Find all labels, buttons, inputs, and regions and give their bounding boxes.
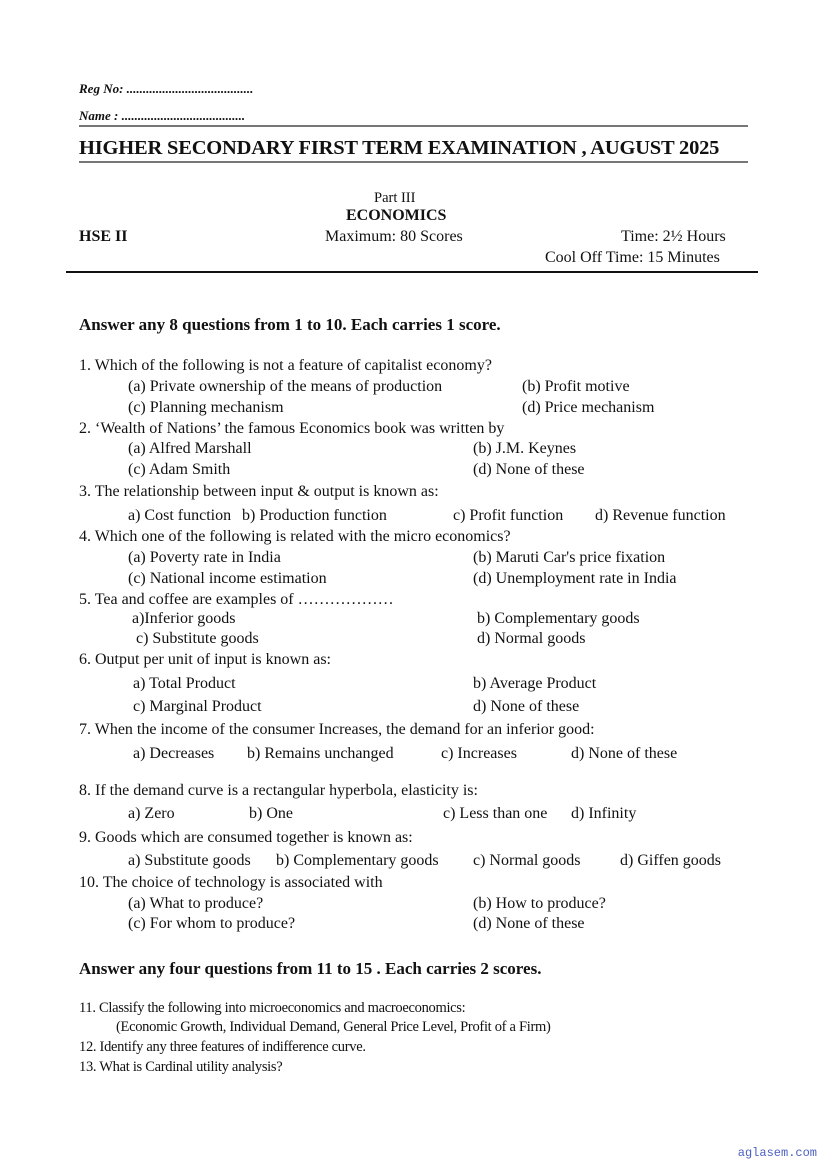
question-3-option: b) Production function (242, 507, 387, 524)
subject-title: ECONOMICS (346, 207, 447, 224)
question-4-option: (c) National income estimation (128, 570, 327, 587)
question-5-option: c) Substitute goods (136, 630, 259, 647)
question-1-option: (d) Price mechanism (522, 399, 655, 416)
section-b-instruction: Answer any four questions from 11 to 15 . Each carries 2 scores. (79, 959, 542, 978)
question-10: 10. The choice of technology is associated with (79, 874, 383, 891)
question-2-option: (b) J.M. Keynes (473, 440, 577, 457)
question-6-option: a) Total Product (133, 675, 236, 692)
section-a-instruction: Answer any 8 questions from 1 to 10. Each carries 1 score. (79, 315, 501, 334)
question-7: 7. When the income of the consumer Increases, the demand for an inferior good: (79, 721, 595, 738)
question-10-option: (a) What to produce? (128, 895, 264, 912)
question-2-option: (d) None of these (473, 461, 585, 478)
question-5: 5. Tea and coffee are examples of ……………… (79, 591, 394, 608)
question-1-option: (b) Profit motive (522, 378, 630, 395)
question-6: 6. Output per unit of input is known as: (79, 651, 331, 668)
question-1-option: (c) Planning mechanism (128, 399, 284, 416)
part-label: Part III (374, 190, 416, 206)
question-4-option: (b) Maruti Car's price fixation (473, 549, 666, 566)
question-8: 8. If the demand curve is a rectangular hyperbola, elasticity is: (79, 782, 478, 799)
question-4: 4. Which one of the following is related with the micro economics? (79, 528, 511, 545)
question-7-option: b) Remains unchanged (247, 745, 394, 762)
question-8-option: b) One (249, 805, 293, 822)
cool-off-time: Cool Off Time: 15 Minutes (545, 249, 720, 266)
divider (79, 125, 748, 127)
time-allowed: Time: 2½ Hours (621, 228, 726, 245)
question-8-option: c) Less than one (443, 805, 548, 822)
thick-divider (66, 271, 758, 273)
question-7-option: c) Increases (441, 745, 517, 762)
question-3-option: a) Cost function (128, 507, 232, 524)
question-5-option: a)Inferior goods (132, 610, 236, 627)
exam-title: HIGHER SECONDARY FIRST TERM EXAMINATION , AUGUST 2025 (79, 137, 720, 159)
watermark: aglasem.com (737, 1146, 817, 1160)
question-3: 3. The relationship between input & output is known as: (79, 483, 439, 500)
question-9-option: d) Giffen goods (620, 852, 722, 869)
question-4-option: (a) Poverty rate in India (128, 549, 281, 566)
question-2-option: (a) Alfred Marshall (128, 440, 252, 457)
question-10-option: (d) None of these (473, 915, 585, 932)
question-11: 11. Classify the following into microeconomics and macroeconomics: (79, 1000, 466, 1016)
question-7-option: a) Decreases (133, 745, 215, 762)
question-6-option: c) Marginal Product (133, 698, 262, 715)
question-12: 12. Identify any three features of indifference curve. (79, 1039, 366, 1055)
class-label: HSE II (79, 228, 128, 245)
question-2-option: (c) Adam Smith (128, 461, 231, 478)
question-10-option: (b) How to produce? (473, 895, 606, 912)
question-9: 9. Goods which are consumed together is known as: (79, 829, 413, 846)
question-6-option: b) Average Product (473, 675, 597, 692)
question-9-option: c) Normal goods (473, 852, 581, 869)
divider (79, 161, 748, 163)
question-1-option: (a) Private ownership of the means of production (128, 378, 443, 395)
question-8-option: d) Infinity (571, 805, 637, 822)
question-9-option: a) Substitute goods (128, 852, 251, 869)
question-1: 1. Which of the following is not a feature of capitalist economy? (79, 357, 492, 374)
question-5-option: b) Complementary goods (477, 610, 640, 627)
question-10-option: (c) For whom to produce? (128, 915, 296, 932)
question-6-option: d) None of these (473, 698, 580, 715)
question-8-option: a) Zero (128, 805, 175, 822)
question-9-option: b) Complementary goods (276, 852, 439, 869)
question-4-option: (d) Unemployment rate in India (473, 570, 677, 587)
question-3-option: c) Profit function (453, 507, 564, 524)
question-7-option: d) None of these (571, 745, 678, 762)
question-3-option: d) Revenue function (595, 507, 726, 524)
question-2: 2. ‘Wealth of Nations’ the famous Economics book was written by (79, 420, 505, 437)
max-score: Maximum: 80 Scores (325, 228, 463, 245)
question-5-option: d) Normal goods (477, 630, 586, 647)
question-13: 13. What is Cardinal utility analysis? (79, 1059, 283, 1075)
reg-no-field: Reg No: ....................................... (79, 81, 254, 96)
name-field: Name : ...................................... (79, 108, 246, 123)
question-11-items: (Economic Growth, Individual Demand, General Price Level, Profit of a Firm) (116, 1019, 551, 1035)
